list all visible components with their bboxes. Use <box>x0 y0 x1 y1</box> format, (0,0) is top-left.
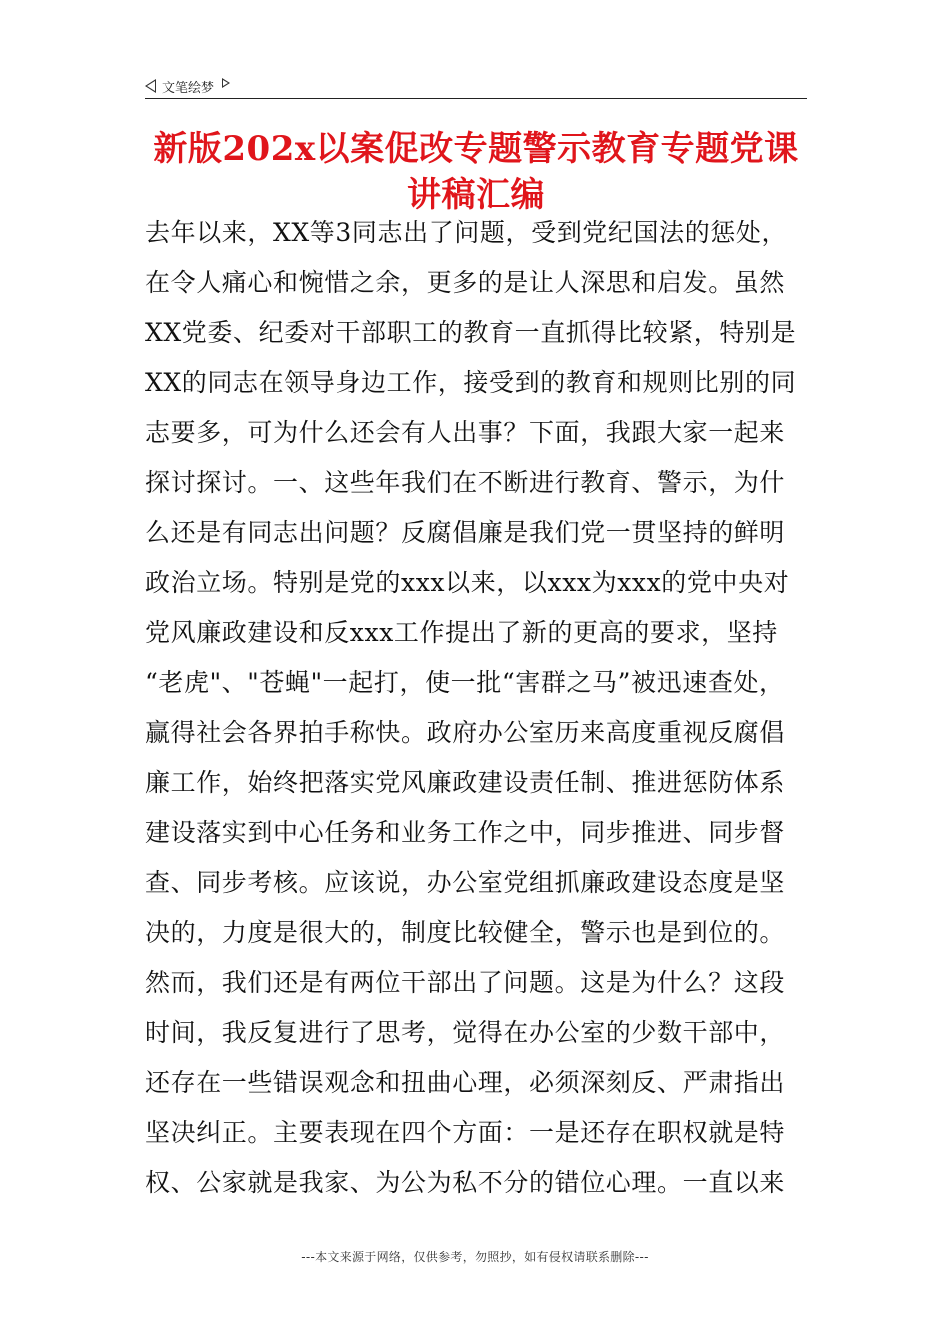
body-line: 廉工作，始终把落实党风廉政建设责任制、推进惩防体系 <box>145 768 786 797</box>
body-line: 权、公家就是我家、为公为私不分的错位心理。一直以来 <box>145 1168 786 1197</box>
body-line: 志要多，可为什么还会有人出事？下面，我跟大家一起来 <box>145 418 786 447</box>
body-line: 坚决纠正。主要表现在四个方面：一是还存在职权就是特 <box>145 1118 786 1147</box>
body-line: 还存在一些错误观念和扭曲心理，必须深刻反、严肃指出 <box>145 1068 786 1097</box>
body-line: 查、同步考核。应该说，办公室党组抓廉政建设态度是坚 <box>145 868 786 897</box>
title-line-2: 讲稿汇编 <box>407 175 545 215</box>
body-line: 赢得社会各界拍手称快。政府办公室历来高度重视反腐倡 <box>145 718 786 747</box>
document-header <box>145 74 807 98</box>
body-line: 决的，力度是很大的，制度比较健全，警示也是到位的。 <box>145 918 786 947</box>
body-line: 政治立场。特别是党的xxx以来，以xxx为xxx的党中央对 <box>145 568 790 597</box>
triangle-right-icon <box>222 78 230 88</box>
triangle-left-icon <box>145 79 156 93</box>
body-line: XX党委、纪委对干部职工的教育一直抓得比较紧，特别是 <box>145 318 797 347</box>
document-title <box>120 126 832 218</box>
document-body <box>145 208 813 1208</box>
body-line: 探讨探讨。一、这些年我们在不断进行教育、警示，为什 <box>145 468 786 497</box>
title-line-1: 新版202x以案促改专题警示教育专题党课 <box>153 129 799 169</box>
header-brand-text: 文笔绘梦 <box>162 80 215 96</box>
document-footer: ---本文来源于网络，仅供参考，勿照抄，如有侵权请联系删除--- <box>301 1250 649 1264</box>
body-line: 党风廉政建设和反xxx工作提出了新的更高的要求，坚持 <box>145 618 778 647</box>
body-line: 在令人痛心和惋惜之余，更多的是让人深思和启发。虽然 <box>145 268 786 297</box>
body-line: 么还是有同志出问题？反腐倡廉是我们党一贯坚持的鲜明 <box>145 518 786 547</box>
header-divider <box>145 98 807 99</box>
body-line: 去年以来，XX等3同志出了问题，受到党纪国法的惩处， <box>145 218 788 247</box>
body-line: 然而，我们还是有两位干部出了问题。这是为什么？这段 <box>145 968 786 997</box>
body-line: 建设落实到中心任务和业务工作之中，同步推进、同步督 <box>145 818 786 847</box>
body-line: “老虎"、"苍蝇"一起打，使一批“害群之马”被迅速查处， <box>145 668 785 697</box>
body-line: 时间，我反复进行了思考，觉得在办公室的少数干部中， <box>145 1018 786 1047</box>
body-line: XX的同志在领导身边工作，接受到的教育和规则比别的同 <box>145 368 797 397</box>
